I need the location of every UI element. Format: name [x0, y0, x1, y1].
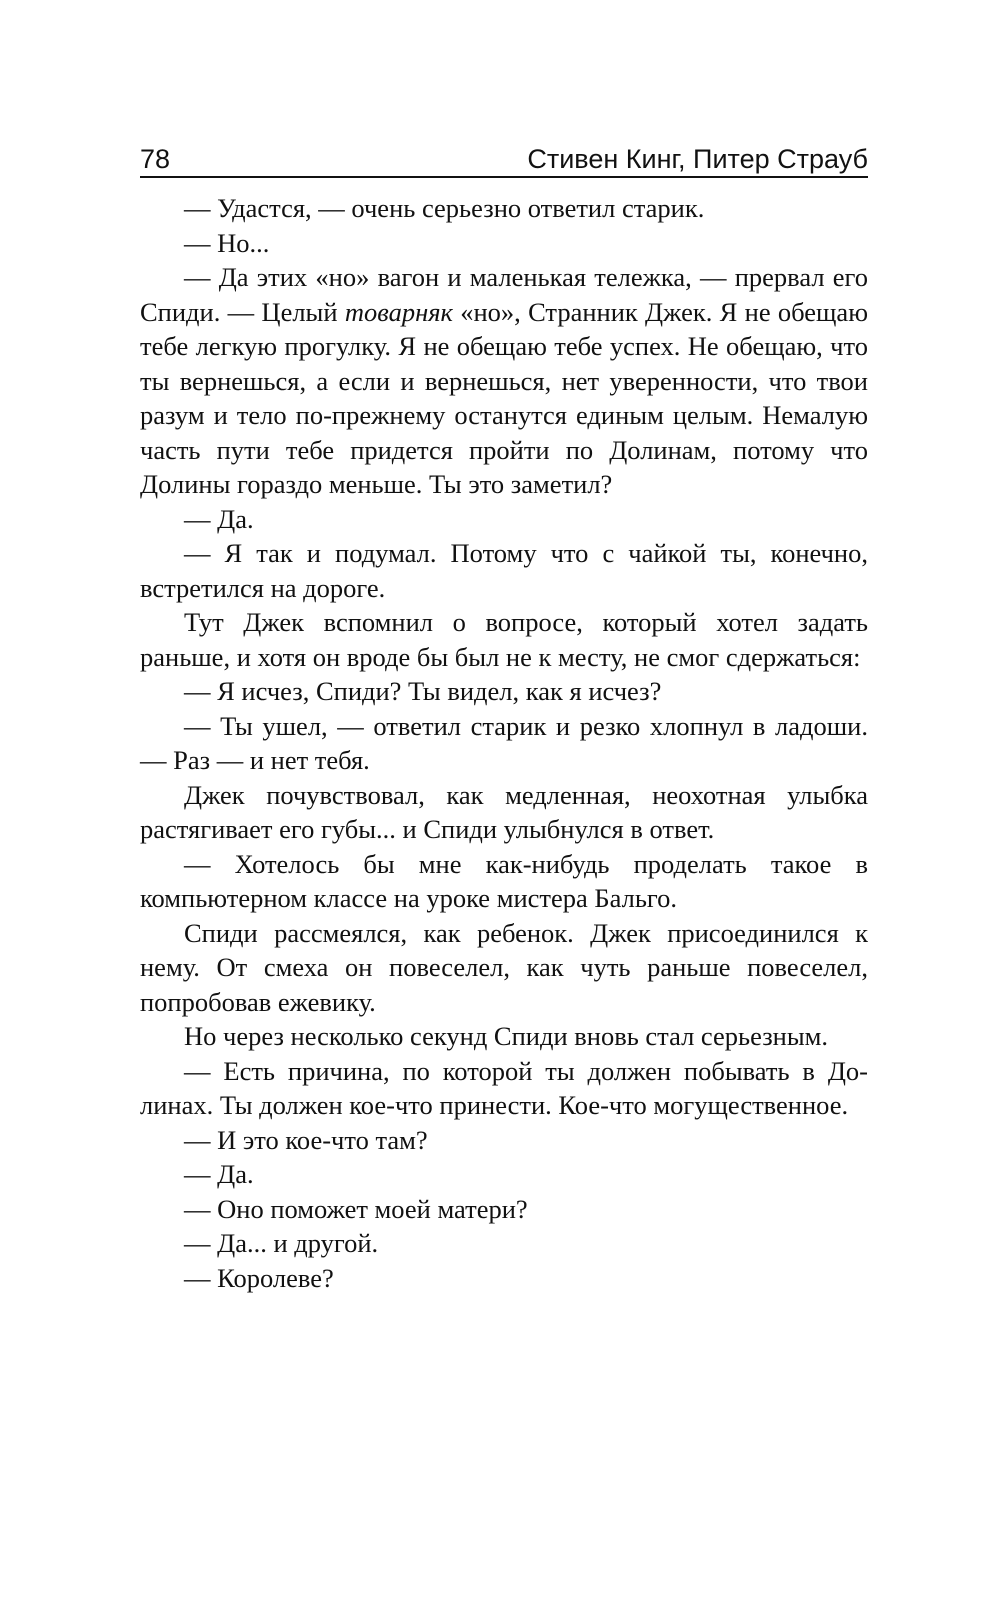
paragraph: — Есть причина, по которой ты должен побывать в Долинах. Ты должен кое-что принести. Кое-что могущественное.	[140, 1055, 868, 1120]
paragraph: — Хотелось бы мне как-нибудь проделать такое в компьютерном классе на уроке мистера Бальго.	[140, 848, 868, 913]
paragraph-text-after-italic: «но», Странник Джек. Я не обещаю тебе легкую прогулку. Я не обещаю тебе успех. Не обещаю, что ты вернешься, а если и вернешься, нет уверенности, что твои разум и тело по-прежнему останутся единым целым. Немалую часть пути тебе придется пройти по Долинам, потому что Долины гораздо меньше. Ты это заметил?	[140, 296, 868, 499]
paragraph: — Да... и другой.	[184, 1228, 379, 1258]
paragraph: — Ты ушел, — ответил старик и резко хлопнул в ладоши. — Раз — и нет тебя.	[140, 710, 868, 775]
page-number: 78	[140, 144, 171, 174]
paragraph	[140, 260, 868, 502]
paragraph: Джек почувствовал, как медленная, неохотная улыбка растягивает его губы... и Спиди улыбнулся в ответ.	[140, 779, 868, 844]
paragraph: — Королеве?	[184, 1262, 334, 1293]
paragraph: Спиди рассмеялся, как ребенок. Джек присоединился к нему. От смеха он повеселел, как чуть раньше повеселел, попробовав ежевику.	[140, 917, 868, 1017]
italic-word: товарняк	[344, 296, 453, 327]
running-title: Стивен Кинг, Питер Страуб	[527, 144, 868, 174]
paragraph: Тут Джек вспомнил о вопросе, который хотел задать раньше, и хотя он вроде бы был не к месту, не смог сдержаться:	[140, 607, 868, 672]
paragraph: — Я исчез, Спиди? Ты видел, как я исчез?	[184, 676, 662, 706]
paragraph: — Да.	[184, 1159, 254, 1189]
paragraph: — И это кое-что там?	[184, 1124, 428, 1155]
paragraph: — Удастся, — очень серьезно ответил старик.	[184, 193, 705, 223]
paragraph: Но через несколько секунд Спиди вновь стал серьезным.	[184, 1021, 829, 1051]
paragraph-text-before-italic: — Да этих «но» вагон и маленькая тележка, — прервал его Спиди. — Целый	[140, 262, 868, 327]
paragraph: — Оно поможет моей матери?	[184, 1193, 528, 1224]
page-header	[140, 140, 868, 178]
body-text	[140, 191, 868, 1295]
paragraph: — Но...	[184, 227, 270, 258]
paragraph: — Да.	[184, 503, 254, 534]
paragraph: — Я так и подумал. Потому что с чайкой ты, конечно, встретился на дороге.	[140, 538, 868, 603]
